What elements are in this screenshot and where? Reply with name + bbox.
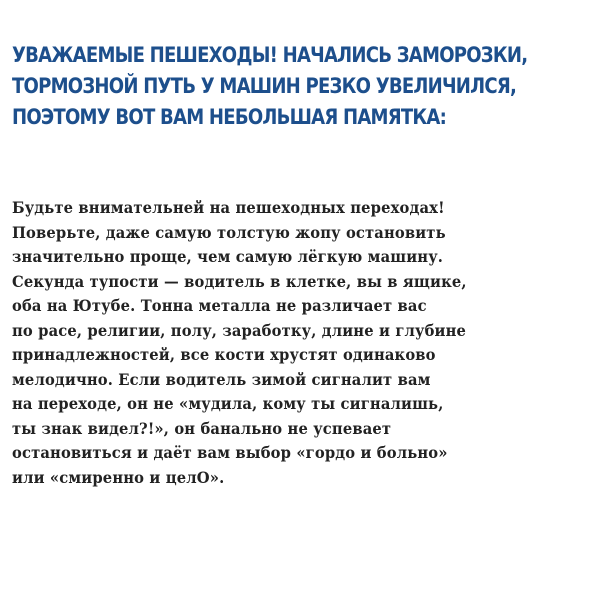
body-line: значительно проще, чем самую лёгкую машину. <box>12 247 444 266</box>
headline-line: ПОЭТОМУ ВОТ ВАМ НЕБОЛЬШАЯ ПАМЯТКА: <box>12 105 447 129</box>
body-line: остановиться и даёт вам выбор «гордо и больно» <box>12 443 448 462</box>
headline-line: УВАЖАЕМЫЕ ПЕШЕХОДЫ! НАЧАЛИСЬ ЗАМОРОЗКИ, <box>12 43 528 67</box>
body-line: ты знак видел?!», он банально не успевает <box>12 418 392 438</box>
body-line: оба на Ютубе. Тонна металла не различает вас <box>12 296 427 315</box>
body-line: Поверьте, даже самую толстую жопу остановить <box>12 222 446 242</box>
body-line: мелодично. Если водитель зимой сигналит вам <box>12 369 431 389</box>
body-line: по расе, религии, полу, заработку, длине и глубине <box>12 320 467 340</box>
body-line: или «смиренно и целО». <box>12 467 225 487</box>
body-line: Секунда тупости — водитель в клетке, вы в ящике, <box>12 271 467 291</box>
body-text <box>12 196 602 490</box>
body-line: Будьте внимательней на пешеходных переходах! <box>12 198 445 217</box>
body-line: принадлежностей, все кости хрустят одинаково <box>12 345 436 364</box>
headline-line: ТОРМОЗНОЙ ПУТЬ У МАШИН РЕЗКО УВЕЛИЧИЛСЯ, <box>12 74 517 98</box>
body-line: на переходе, он не «мудила, кому ты сигналишь, <box>12 394 444 413</box>
headline <box>12 40 592 133</box>
